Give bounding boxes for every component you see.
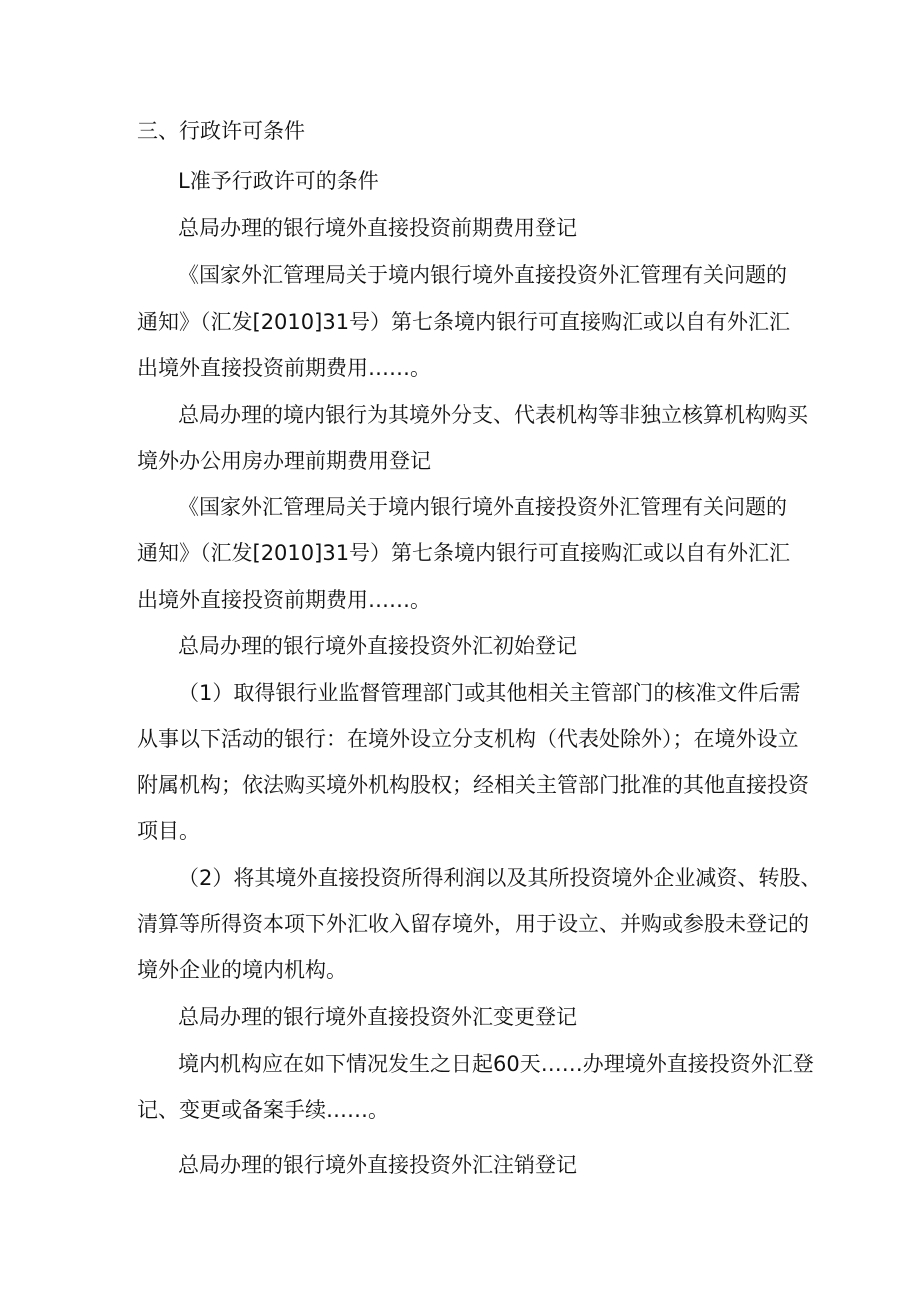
item-title: 总局办理的银行境外直接投资外汇注销登记: [178, 1153, 577, 1177]
subsection-heading: L准予行政许可的条件: [178, 169, 379, 193]
paragraph-line: 《国家外汇管理局关于境内银行境外直接投资外汇管理有关问题的: [178, 495, 787, 519]
paragraph-line: 从事以下活动的银行：在境外设立分支机构（代表处除外）；在境外设立: [137, 727, 799, 751]
paragraph-line: 记、变更或备案手续……。: [137, 1098, 389, 1122]
paragraph-line: 境内机构应在如下情况发生之日起60天……办理境外直接投资外汇登: [178, 1052, 814, 1076]
paragraph-line: 出境外直接投资前期费用……。: [137, 588, 431, 612]
paragraph-line: 项目。: [137, 819, 200, 843]
paragraph-line: 出境外直接投资前期费用……。: [137, 356, 431, 380]
section-heading: 三、行政许可条件: [137, 119, 305, 143]
item-title: 总局办理的境内银行为其境外分支、代表机构等非独立核算机构购买: [178, 403, 808, 427]
item-title: 总局办理的银行境外直接投资前期费用登记: [178, 216, 577, 240]
paragraph-line: （1）取得银行业监督管理部门或其他相关主管部门的核准文件后需: [178, 681, 801, 705]
paragraph-line: 《国家外汇管理局关于境内银行境外直接投资外汇管理有关问题的: [178, 263, 787, 287]
paragraph-line: 通知》（汇发[2010]31号）第七条境内银行可直接购汇或以自有外汇汇: [137, 541, 791, 565]
paragraph-line: 附属机构；依法购买境外机构股权；经相关主管部门批准的其他直接投资: [137, 773, 809, 797]
item-title: 总局办理的银行境外直接投资外汇变更登记: [178, 1005, 577, 1029]
paragraph-line: （2）将其境外直接投资所得利润以及其所投资境外企业减资、转股、: [178, 866, 822, 890]
paragraph-line: 境外企业的境内机构。: [137, 958, 347, 982]
item-title: 总局办理的银行境外直接投资外汇初始登记: [178, 634, 577, 658]
paragraph-line: 通知》（汇发[2010]31号）第七条境内银行可直接购汇或以自有外汇汇: [137, 310, 791, 334]
paragraph-line: 清算等所得资本项下外汇收入留存境外，用于设立、并购或参股未登记的: [137, 912, 809, 936]
item-title: 境外办公用房办理前期费用登记: [137, 449, 431, 473]
